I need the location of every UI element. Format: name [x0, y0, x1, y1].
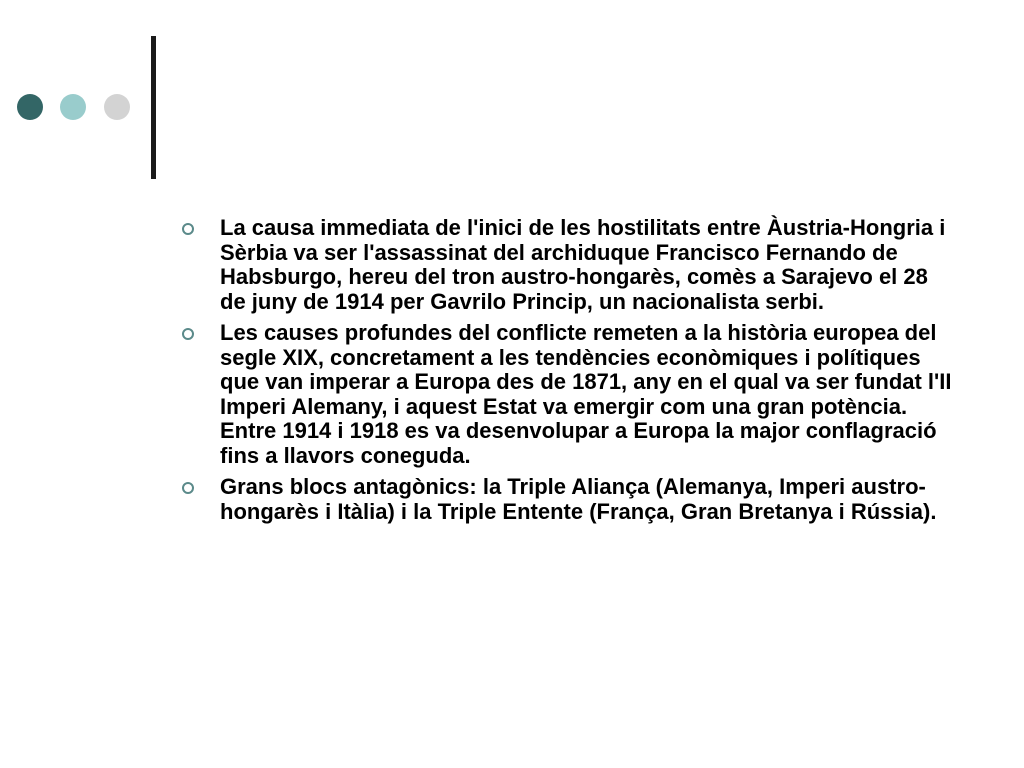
bullet-text: Les causes profundes del conflicte remeten a la història europea del segle XIX, concretament a les tendències econòmiques i polítiques que van imperar a Europa des de 1871, any en el qual va ser fundat l'II Imperi Alemany, i aquest Estat va emergir com una gran potència. Entre 1914 i 1918 es va desenvolupar a Europa la major conflagració fins a llavors coneguda. — [220, 320, 952, 468]
bullet-item — [182, 475, 952, 524]
decorative-vertical-line — [151, 36, 156, 179]
bullet-circle-icon — [182, 223, 194, 235]
bullet-circle-icon — [182, 482, 194, 494]
decorative-dot-dark-teal — [17, 94, 43, 120]
bullet-circle-icon — [182, 328, 194, 340]
decorative-dot-light-teal — [60, 94, 86, 120]
bullet-item — [182, 321, 952, 468]
bullet-list — [182, 216, 952, 531]
bullet-text: Grans blocs antagònics: la Triple Aliança (Alemanya, Imperi austro-hongarès i Itàlia) i la Triple Entente (França, Gran Bretanya i Rússia). — [220, 474, 937, 524]
bullet-text: La causa immediata de l'inici de les hostilitats entre Àustria-Hongria i Sèrbia va ser l'assassinat del archiduque Francisco Fernando de Habsburgo, hereu del tron austro-hongarès, comès a Sarajevo el 28 de juny de 1914 per Gavrilo Princip, un nacionalista serbi. — [220, 215, 946, 314]
decorative-dot-gray — [104, 94, 130, 120]
bullet-item — [182, 216, 952, 314]
